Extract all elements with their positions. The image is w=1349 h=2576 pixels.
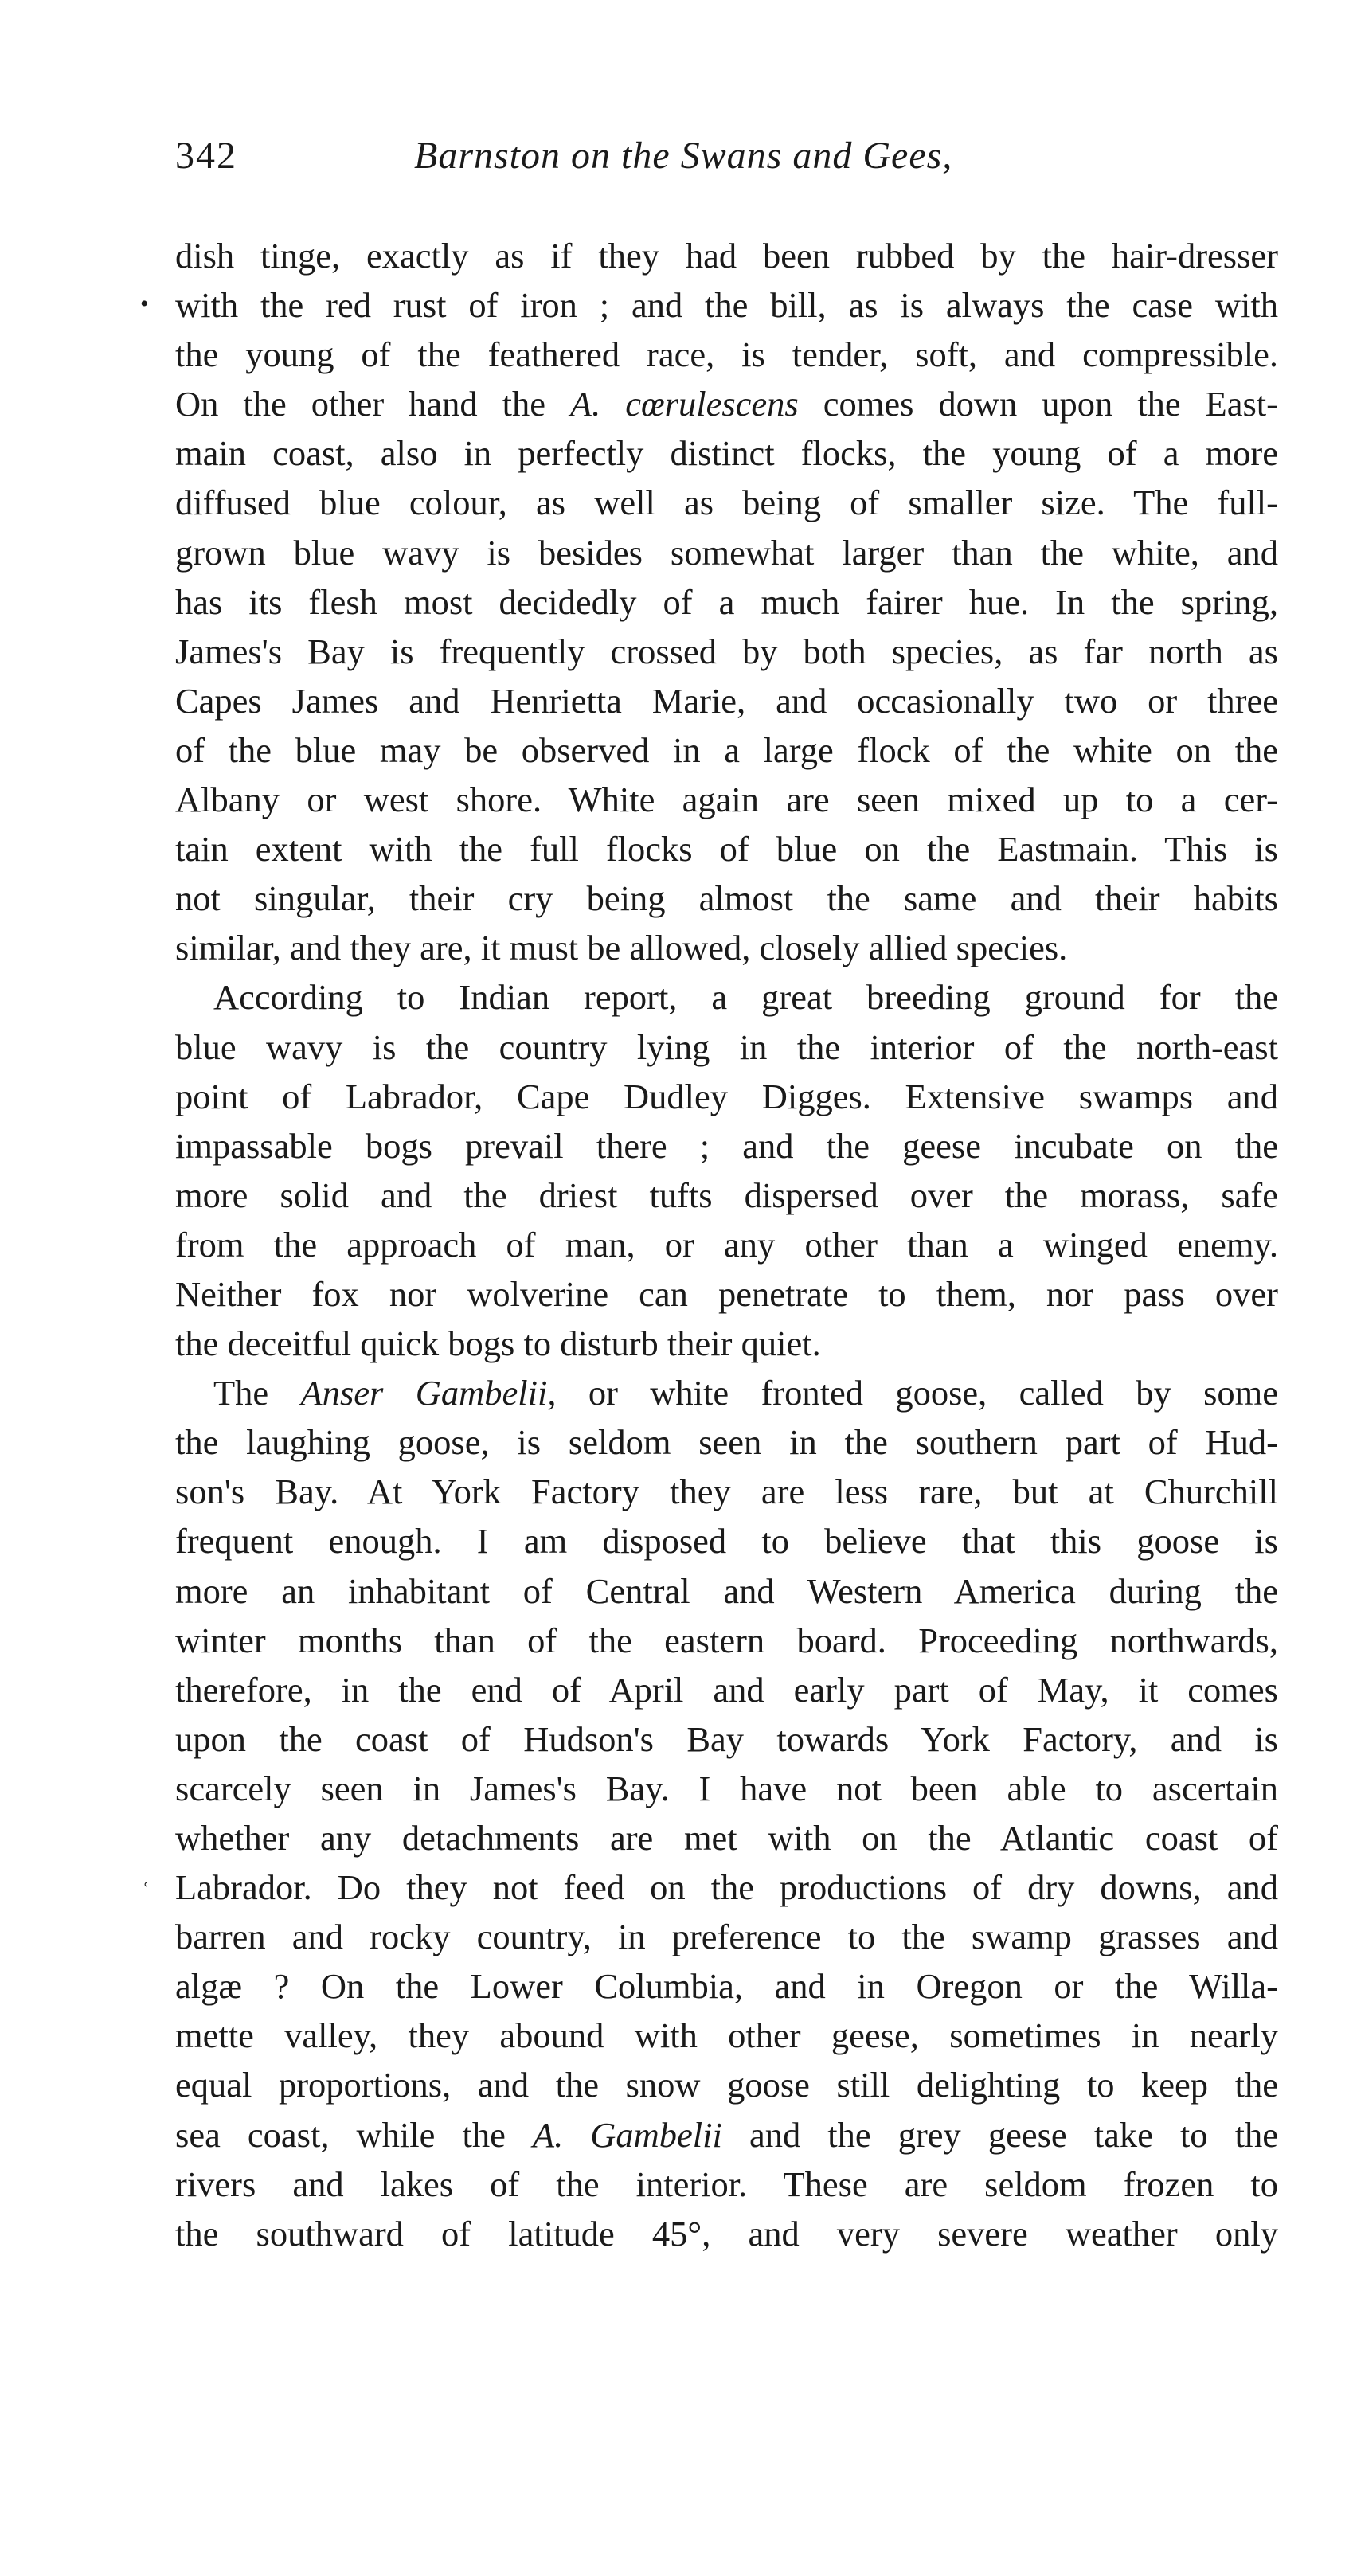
text-run: Labrador. Do they not feed on the productions of dry downs, and <box>175 1867 1278 1908</box>
text-run: the southward of latitude 45°, and very severe weather only <box>175 2213 1278 2254</box>
text-run: has its flesh most decidedly of a much fairer hue. In the spring, <box>175 581 1278 622</box>
text-line <box>175 280 1278 330</box>
text-run: Neither fox nor wolverine can penetrate to them, nor pass over <box>175 1273 1278 1314</box>
page-header <box>175 134 1274 190</box>
text-line <box>175 1467 1278 1516</box>
text-run: upon the coast of Hudson's Bay towards York Factory, and is <box>175 1718 1278 1759</box>
paragraph <box>175 231 1278 972</box>
text-line <box>175 1121 1278 1171</box>
running-title: Barnston on the Swans and Gees, <box>414 135 953 177</box>
text-line <box>175 1616 1278 1665</box>
text-run: rivers and lakes of the interior. These are seldom frozen to <box>175 2164 1278 2204</box>
text-run: winter months than of the eastern board. Proceeding northwards, <box>175 1620 1278 1660</box>
text-run: frequent enough. I am disposed to believe that this goose is <box>175 1521 1278 1562</box>
text-line <box>175 231 1278 280</box>
text-line <box>175 528 1278 577</box>
text-line <box>175 1516 1278 1566</box>
text-run: According to Indian report, a great breeding ground for the <box>213 977 1278 1018</box>
text-run: barren and rocky country, in preference to the swamp grasses and <box>175 1917 1278 1957</box>
text-run: not singular, their cry being almost the same and their habits <box>175 878 1278 919</box>
text-run: point of Labrador, Cape Dudley Digges. Extensive swamps and <box>175 1076 1278 1116</box>
margin-bullet-mark: • <box>140 291 149 317</box>
text-run: or white fronted goose, called by some <box>556 1373 1279 1413</box>
text-run: main coast, also in perfectly distinct flocks, the young of a more <box>175 433 1278 474</box>
text-run: comes down upon the East- <box>798 384 1278 424</box>
text-line <box>175 428 1278 478</box>
text-run: blue wavy is the country lying in the interior of the north-east <box>175 1026 1278 1067</box>
text-run: the laughing goose, is seldom seen in the southern part of Hud- <box>175 1422 1278 1463</box>
text-line <box>175 1813 1278 1863</box>
text-line <box>175 676 1278 725</box>
page-number: 342 <box>175 135 237 177</box>
paragraph <box>175 1368 1278 2258</box>
text-run: whether any detachments are met with on the Atlantic coast of <box>175 1818 1278 1858</box>
margin-tick-mark: ˓ <box>142 1867 150 1894</box>
text-run: Albany or west shore. White again are seen mixed up to a cer- <box>175 780 1278 820</box>
italic-text: Anser Gambelii, <box>300 1373 557 1413</box>
text-line <box>175 577 1278 627</box>
text-line <box>175 379 1278 428</box>
text-run: mette valley, they abound with other geese, sometimes in nearly <box>175 2015 1278 2056</box>
text-line <box>175 1417 1278 1467</box>
text-run: sea coast, while the <box>175 2114 533 2155</box>
text-run: therefore, in the end of April and early part of May, it comes <box>175 1669 1278 1710</box>
text-line <box>175 1961 1278 2011</box>
text-line <box>175 1566 1278 1616</box>
text-line <box>175 1665 1278 1714</box>
text-line <box>175 2060 1278 2109</box>
italic-text: A. Gambelii <box>532 2114 722 2155</box>
text-run: the deceitful quick bogs to disturb their quiet. <box>175 1323 821 1364</box>
text-line <box>175 1912 1278 1961</box>
text-run: Capes James and Henrietta Marie, and occasionally two or three <box>175 680 1278 721</box>
italic-text: A. cœrulescens <box>569 384 799 424</box>
text-line <box>175 330 1278 379</box>
text-line <box>175 1171 1278 1220</box>
text-line <box>175 2209 1278 2258</box>
text-run: the young of the feathered race, is tender, soft, and compressible. <box>175 334 1278 375</box>
text-line <box>175 874 1278 923</box>
text-line <box>175 1714 1278 1764</box>
text-run: and the grey geese take to the <box>721 2114 1278 2155</box>
text-line <box>175 1072 1278 1121</box>
text-run: tain extent with the full flocks of blue on the Eastmain. This is <box>175 829 1278 870</box>
text-line <box>175 1022 1278 1072</box>
text-run: more an inhabitant of Central and Western America during the <box>175 1570 1278 1611</box>
text-line <box>175 1368 1278 1417</box>
text-run: impassable bogs prevail there ; and the geese incubate on the <box>175 1125 1278 1166</box>
text-run: with the red rust of iron ; and the bill, as is always the case with <box>175 285 1278 326</box>
text-run: grown blue wavy is besides somewhat larger than the white, and <box>175 532 1278 573</box>
text-line <box>175 2110 1278 2160</box>
text-line <box>175 775 1278 824</box>
text-run: The <box>213 1373 301 1413</box>
text-line <box>175 923 1278 972</box>
text-line <box>175 824 1278 874</box>
text-line <box>175 725 1278 775</box>
text-run: diffused blue colour, as well as being of smaller size. The full- <box>175 483 1278 523</box>
text-line <box>175 627 1278 676</box>
text-line <box>175 1319 1278 1368</box>
text-line <box>175 1863 1278 1912</box>
text-line <box>175 1269 1278 1319</box>
text-line <box>175 2011 1278 2060</box>
text-run: equal proportions, and the snow goose still delighting to keep the <box>175 2065 1278 2105</box>
text-line <box>175 1764 1278 1813</box>
text-run: James's Bay is frequently crossed by both species, as far north as <box>175 631 1278 671</box>
text-line <box>175 972 1278 1022</box>
body-text <box>175 231 1278 2258</box>
text-run: more solid and the driest tufts dispersed over the morass, safe <box>175 1175 1278 1215</box>
text-run: dish tinge, exactly as if they had been rubbed by the hair-dresser <box>175 236 1278 276</box>
text-run: similar, and they are, it must be allowed, closely allied species. <box>175 928 1068 968</box>
text-run: of the blue may be observed in a large flock of the white on the <box>175 729 1278 770</box>
paragraph <box>175 972 1278 1368</box>
text-run: scarcely seen in James's Bay. I have not been able to ascertain <box>175 1768 1278 1808</box>
text-run: son's Bay. At York Factory they are less rare, but at Churchill <box>175 1472 1278 1512</box>
text-run: from the approach of man, or any other than a winged enemy. <box>175 1224 1278 1265</box>
text-run: algæ ? On the Lower Columbia, and in Oregon or the Willa- <box>175 1966 1278 2007</box>
text-line <box>175 478 1278 527</box>
text-line <box>175 1220 1278 1269</box>
text-line <box>175 2160 1278 2209</box>
text-run: On the other hand the <box>175 384 570 424</box>
